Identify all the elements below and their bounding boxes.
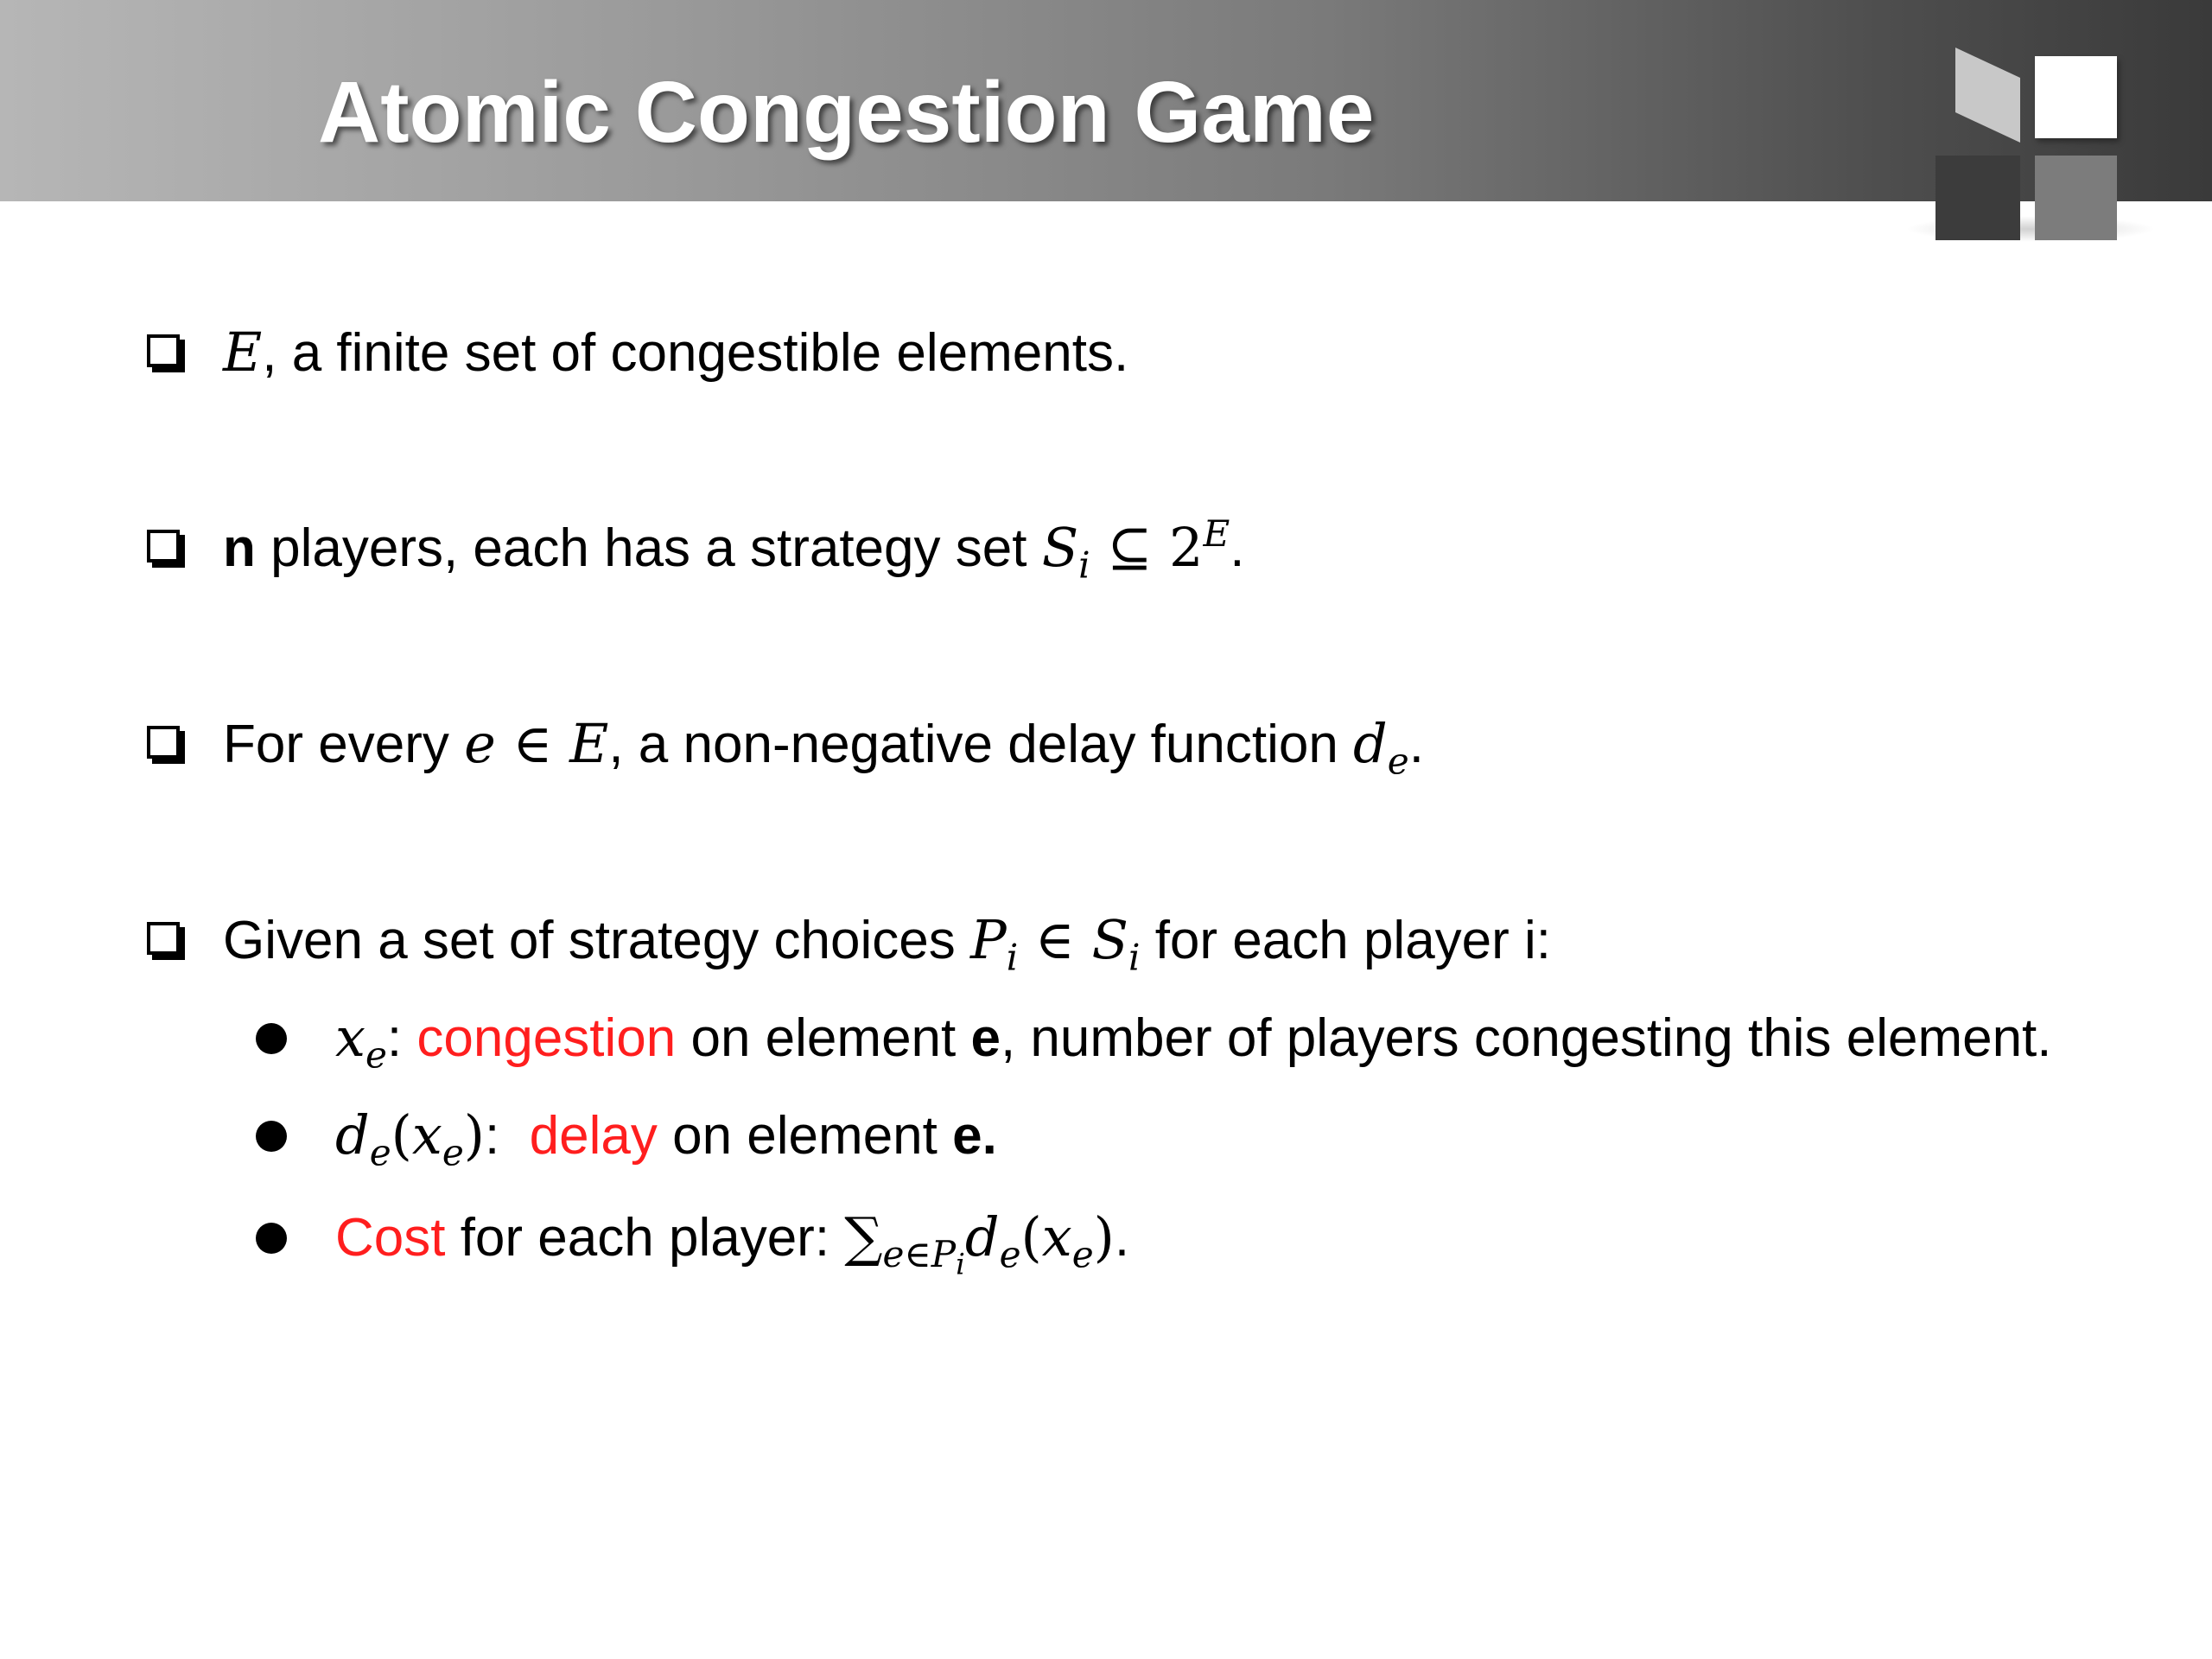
- math-P: P: [969, 908, 1007, 971]
- logo-white-square-icon: [2035, 56, 2117, 138]
- math-in: ∈: [495, 712, 570, 775]
- round-bullet-icon: [256, 1023, 287, 1054]
- math-sub-i: i: [1078, 543, 1090, 587]
- bullet-2-end: .: [1230, 518, 1245, 578]
- math-close-paren: ): [1093, 1205, 1115, 1268]
- sub-bullet-3-end: .: [1114, 1208, 1130, 1268]
- math-E: E: [223, 321, 263, 384]
- checkbox-bullet-icon: [147, 334, 180, 367]
- math-in: ∈: [1018, 908, 1092, 971]
- math-S: S: [1041, 516, 1079, 579]
- logo-grey-square-icon: [2035, 156, 2117, 240]
- math-d: d: [1353, 712, 1388, 775]
- math-S: S: [1091, 908, 1128, 971]
- math-sub-e: e: [1071, 1233, 1094, 1276]
- math-sub-e: e: [365, 1033, 387, 1077]
- bullet-2: [223, 512, 1245, 587]
- math-sub-e: e: [999, 1233, 1021, 1276]
- bullet-3-text-2: , a non-negative delay function: [608, 715, 1354, 774]
- checkbox-bullet-icon: [147, 726, 180, 759]
- bullet-2-text: players, each has a strategy set: [255, 518, 1042, 578]
- math-sum-subsub: i: [956, 1247, 965, 1281]
- math-2: 2: [1169, 516, 1204, 579]
- bullet-4: [223, 906, 1552, 979]
- bullet-3-end: .: [1408, 715, 1424, 774]
- bullet-4-text-1: Given a set of strategy choices: [223, 911, 970, 970]
- slide-title: Atomic Congestion Game: [318, 64, 1375, 161]
- sub-bullet-1: [335, 1003, 2052, 1077]
- term-cost: Cost: [335, 1208, 446, 1268]
- checkbox-bullet-icon: [147, 530, 180, 563]
- sub-bullet-1-text-1: on element: [676, 1008, 971, 1068]
- term-congestion: congestion: [416, 1008, 677, 1068]
- math-e: e: [464, 712, 496, 775]
- math-sum-subscript: [882, 1233, 965, 1281]
- math-open-paren: (: [1020, 1205, 1042, 1268]
- bold-e: e: [970, 1008, 1001, 1068]
- logo-slanted-square-icon: [1955, 48, 2020, 143]
- colon: :: [386, 1008, 417, 1068]
- math-sub-i: i: [1006, 936, 1019, 979]
- math-sum-icon: ∑: [844, 1205, 883, 1268]
- math-open-paren: (: [391, 1103, 412, 1166]
- math-close-paren: ): [463, 1103, 485, 1166]
- bold-e: e.: [952, 1106, 997, 1166]
- bullet-4-text-2: for each player i:: [1140, 911, 1552, 970]
- bullet-3-text-1: For every: [223, 715, 465, 774]
- bullet-1-text: , a finite set of congestible elements.: [262, 323, 1129, 383]
- sub-bullet-2: [335, 1101, 997, 1174]
- checkbox-bullet-icon: [147, 922, 180, 955]
- bold-n: n: [223, 518, 256, 578]
- logo-dark-square-icon: [1936, 156, 2020, 240]
- sub-bullet-1-text-2: , number of players congesting this element.: [1000, 1008, 2052, 1068]
- sub-bullet-3-text-1: for each player:: [445, 1208, 845, 1268]
- round-bullet-icon: [256, 1223, 287, 1254]
- math-sub-i: i: [1128, 936, 1141, 979]
- math-sum-sub-text: e∈P: [882, 1233, 957, 1276]
- bullet-1: [223, 318, 1128, 388]
- term-delay: delay: [529, 1106, 658, 1166]
- round-bullet-icon: [256, 1121, 287, 1152]
- bullet-3: [223, 709, 1424, 783]
- math-sub-e: e: [1387, 740, 1409, 783]
- math-x: x: [411, 1103, 442, 1166]
- math-sub-e: e: [369, 1131, 391, 1174]
- sub-bullet-3: [335, 1203, 1130, 1281]
- math-d: d: [964, 1205, 1000, 1268]
- math-E: E: [569, 712, 609, 775]
- math-sub-e: e: [442, 1131, 464, 1174]
- math-x: x: [335, 1006, 365, 1069]
- math-x: x: [1041, 1205, 1072, 1268]
- math-d: d: [335, 1103, 370, 1166]
- math-subseteq: ⊆: [1090, 516, 1170, 579]
- colon: :: [484, 1106, 530, 1166]
- math-sup-E: E: [1203, 512, 1230, 555]
- sub-bullet-2-text-1: on element: [657, 1106, 953, 1166]
